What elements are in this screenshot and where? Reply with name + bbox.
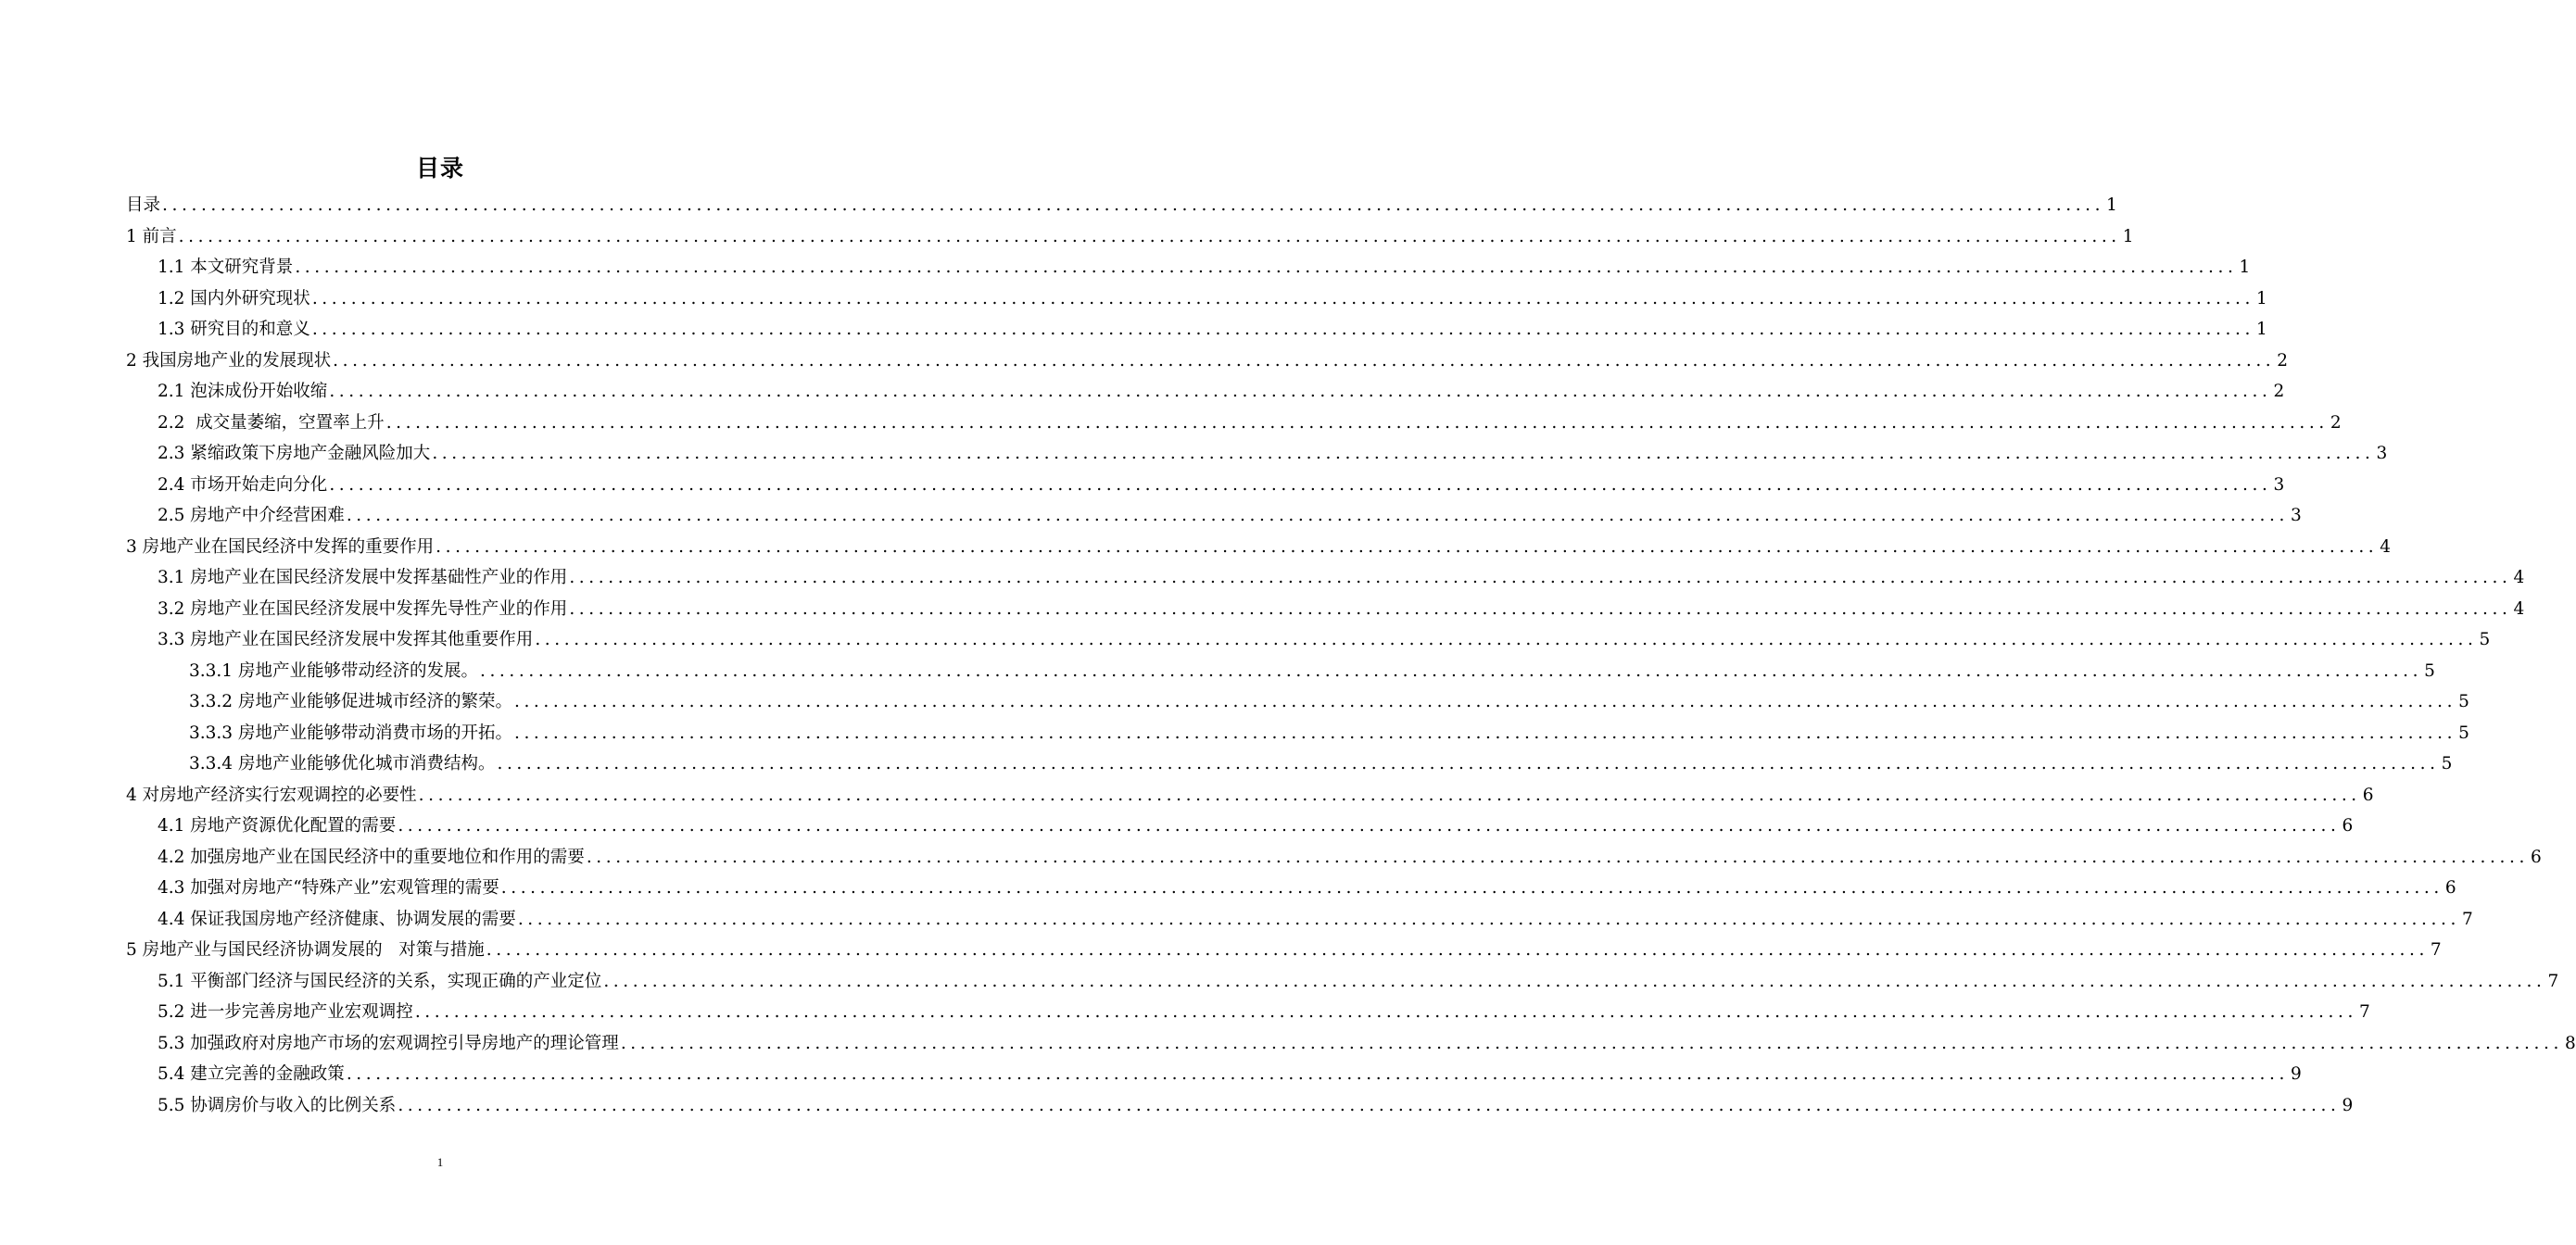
toc-entry-page: 2	[2330, 412, 2342, 433]
toc-entry-page: 4	[2513, 598, 2525, 619]
toc-entry-page: 7	[2547, 971, 2559, 991]
toc-entry[interactable]	[126, 346, 2289, 377]
dot-leader: ........................................................................................................................................................................................................	[569, 598, 2512, 619]
toc-entry-title: 5.3 加强政府对房地产市场的宏观调控引导房地产的理论管理	[158, 1033, 619, 1053]
toc-entry[interactable]	[158, 500, 2302, 532]
toc-entry-page: 9	[2342, 1095, 2354, 1115]
toc-entry-page: 5	[2458, 723, 2469, 743]
dot-leader: ........................................................................................................................................................................................................	[333, 350, 2276, 371]
toc-entry[interactable]	[158, 1028, 2576, 1060]
toc-entry-page: 1	[2255, 320, 2267, 339]
toc-entry[interactable]	[158, 904, 2473, 936]
toc-entry[interactable]	[126, 221, 2134, 253]
dot-leader: ........................................................................................................................................................................................................	[178, 226, 2121, 246]
toc-entry-title: 2.2 成交量萎缩，空置率上升	[158, 412, 385, 433]
dot-leader: ........................................................................................................................................................................................................	[586, 847, 2529, 867]
toc-entry[interactable]	[158, 842, 2542, 874]
toc-entry-page: 2	[2277, 350, 2289, 371]
toc-entry-title: 1.3 研究目的和意义	[158, 320, 310, 339]
toc-entry-page: 6	[2530, 847, 2542, 867]
toc-entry-title: 1.2 国内外研究现状	[158, 288, 310, 308]
dot-leader: ........................................................................................................................................................................................................	[432, 444, 2375, 463]
toc-entry-title: 4.3 加强对房地产“特殊产业”宏观管理的需要	[158, 878, 499, 898]
toc-entry-title: 5.2 进一步完善房地产业宏观调控	[158, 1002, 413, 1022]
toc-entry[interactable]	[158, 594, 2525, 625]
toc-entry[interactable]	[189, 748, 2453, 780]
dot-leader: ........................................................................................................................................................................................................	[295, 258, 2238, 277]
toc-entry-page: 2	[2273, 382, 2285, 401]
toc-entry-title: 3 房地产业在国民经济中发挥的重要作用	[126, 536, 435, 557]
dot-leader: ........................................................................................................................................................................................................	[346, 1064, 2289, 1084]
toc-entry-page: 1	[2255, 288, 2267, 308]
dot-leader: ........................................................................................................................................................................................................	[486, 940, 2429, 960]
toc-entry[interactable]	[189, 686, 2469, 718]
toc-entry-title: 5.5 协调房价与收入的比例关系	[158, 1095, 397, 1115]
toc-entry-title: 2.1 泡沫成份开始收缩	[158, 382, 328, 401]
toc-entry-page: 3	[2376, 444, 2388, 463]
dot-leader: ........................................................................................................................................................................................................	[513, 692, 2457, 711]
toc-entry-title: 3.2 房地产业在国民经济发展中发挥先导性产业的作用	[158, 598, 568, 619]
dot-leader: ........................................................................................................................................................................................................	[620, 1033, 2563, 1053]
dot-leader: ........................................................................................................................................................................................................	[162, 195, 2105, 215]
toc-entry[interactable]	[126, 935, 2442, 966]
toc-entry-title: 2.4 市场开始走向分化	[158, 474, 328, 495]
dot-leader: ........................................................................................................................................................................................................	[346, 506, 2289, 525]
toc-entry-title: 1 前言	[126, 226, 177, 246]
toc-entry-title: 5.1 平衡部门经济与国民经济的关系，实现正确的产业定位	[158, 971, 602, 991]
toc-entry[interactable]	[158, 873, 2456, 904]
dot-leader: ........................................................................................................................................................................................................	[311, 288, 2254, 308]
toc-entry-page: 3	[2273, 474, 2285, 495]
toc-entry[interactable]	[158, 470, 2285, 501]
toc-entry-title: 2 我国房地产业的发展现状	[126, 350, 332, 371]
toc-entry-title: 2.3 紧缩政策下房地产金融风险加大	[158, 444, 431, 463]
dot-leader: ........................................................................................................................................................................................................	[398, 1095, 2341, 1115]
toc-entry-page: 4	[2513, 568, 2525, 587]
dot-leader: ........................................................................................................................................................................................................	[497, 754, 2440, 773]
toc-entry-title: 3.3.3 房地产业能够带动消费市场的开拓。	[189, 723, 512, 743]
toc-entry-title: 3.3 房地产业在国民经济发展中发挥其他重要作用	[158, 630, 534, 649]
dot-leader: ........................................................................................................................................................................................................	[500, 878, 2443, 898]
dot-leader: ........................................................................................................................................................................................................	[385, 412, 2329, 433]
toc-entry-title: 5 房地产业与国民经济协调发展的 对策与措施	[126, 940, 485, 960]
toc-entry[interactable]	[158, 438, 2388, 470]
page-title: 目录	[415, 155, 464, 182]
toc-entry-page: 1	[2106, 195, 2117, 215]
toc-entry-page: 9	[2290, 1064, 2302, 1084]
toc-entry[interactable]	[158, 314, 2267, 346]
toc-entry[interactable]	[158, 408, 2342, 439]
dot-leader: ........................................................................................................................................................................................................	[517, 909, 2460, 929]
toc-entry-page: 5	[2424, 660, 2435, 681]
toc-entry[interactable]	[158, 997, 2370, 1028]
toc-entry-title: 3.1 房地产业在国民经济发展中发挥基础性产业的作用	[158, 568, 568, 587]
dot-leader: ........................................................................................................................................................................................................	[398, 816, 2341, 836]
toc-entry-page: 6	[2342, 816, 2354, 836]
toc-entry[interactable]	[126, 532, 2392, 563]
toc-entry-page: 7	[2358, 1002, 2370, 1022]
page-number: 1	[436, 1155, 444, 1169]
toc-entry-title: 目录	[126, 195, 161, 215]
toc-entry[interactable]	[158, 252, 2251, 283]
toc-entry-title: 1.1 本文研究背景	[158, 258, 294, 277]
toc-entry-title: 4.2 加强房地产业在国民经济中的重要地位和作用的需要	[158, 847, 585, 867]
toc-entry-page: 3	[2290, 506, 2302, 525]
toc-entry-title: 3.3.4 房地产业能够优化城市消费结构。	[189, 754, 496, 773]
toc-entry-page: 1	[2239, 258, 2251, 277]
dot-leader: ........................................................................................................................................................................................................	[329, 382, 2272, 401]
toc-entry-title: 3.3.2 房地产业能够促进城市经济的繁荣。	[189, 692, 512, 711]
dot-leader: ........................................................................................................................................................................................................	[569, 568, 2512, 587]
toc-entry-title: 2.5 房地产中介经营困难	[158, 506, 345, 525]
toc-entry[interactable]	[158, 1059, 2302, 1090]
toc-entry[interactable]	[158, 283, 2267, 315]
toc-entry-page: 7	[2430, 940, 2442, 960]
dot-leader: ........................................................................................................................................................................................................	[311, 320, 2254, 339]
toc-entry-title: 3.3.1 房地产业能够带动经济的发展。	[189, 660, 478, 681]
toc-entry-title: 4 对房地产经济实行宏观调控的必要性	[126, 785, 417, 805]
toc-entry-title: 4.1 房地产资源优化配置的需要	[158, 816, 397, 836]
toc-entry-page: 7	[2461, 909, 2473, 929]
toc-entry-page: 6	[2362, 785, 2374, 805]
toc-entry-page: 5	[2479, 630, 2491, 649]
toc-entry-page: 1	[2122, 226, 2134, 246]
dot-leader: ........................................................................................................................................................................................................	[479, 660, 2423, 681]
toc-entry[interactable]	[158, 811, 2354, 842]
toc-entry[interactable]	[126, 780, 2374, 811]
dot-leader: ........................................................................................................................................................................................................	[513, 723, 2457, 743]
toc-entry[interactable]	[158, 376, 2285, 408]
toc-entry-page: 4	[2380, 536, 2392, 557]
toc-entry[interactable]	[158, 562, 2525, 594]
toc-entry-page: 8	[2564, 1033, 2576, 1053]
toc-entry[interactable]	[158, 624, 2491, 656]
toc-entry[interactable]	[126, 190, 2117, 221]
toc-entry-title: 5.4 建立完善的金融政策	[158, 1064, 345, 1084]
toc-entry[interactable]	[189, 718, 2469, 749]
toc-entry-page: 6	[2444, 878, 2456, 898]
dot-leader: ........................................................................................................................................................................................................	[418, 785, 2361, 805]
toc-entry[interactable]	[158, 1090, 2354, 1122]
toc-entry-page: 5	[2441, 754, 2453, 773]
dot-leader: ........................................................................................................................................................................................................	[414, 1002, 2357, 1022]
dot-leader: ........................................................................................................................................................................................................	[535, 630, 2478, 649]
dot-leader: ........................................................................................................................................................................................................	[603, 971, 2546, 991]
toc-entry[interactable]	[158, 966, 2559, 998]
toc-entry-title: 4.4 保证我国房地产经济健康、协调发展的需要	[158, 909, 516, 929]
dot-leader: ........................................................................................................................................................................................................	[436, 536, 2379, 557]
toc-entry[interactable]	[189, 656, 2435, 687]
dot-leader: ........................................................................................................................................................................................................	[329, 474, 2272, 495]
toc-entry-page: 5	[2458, 692, 2469, 711]
